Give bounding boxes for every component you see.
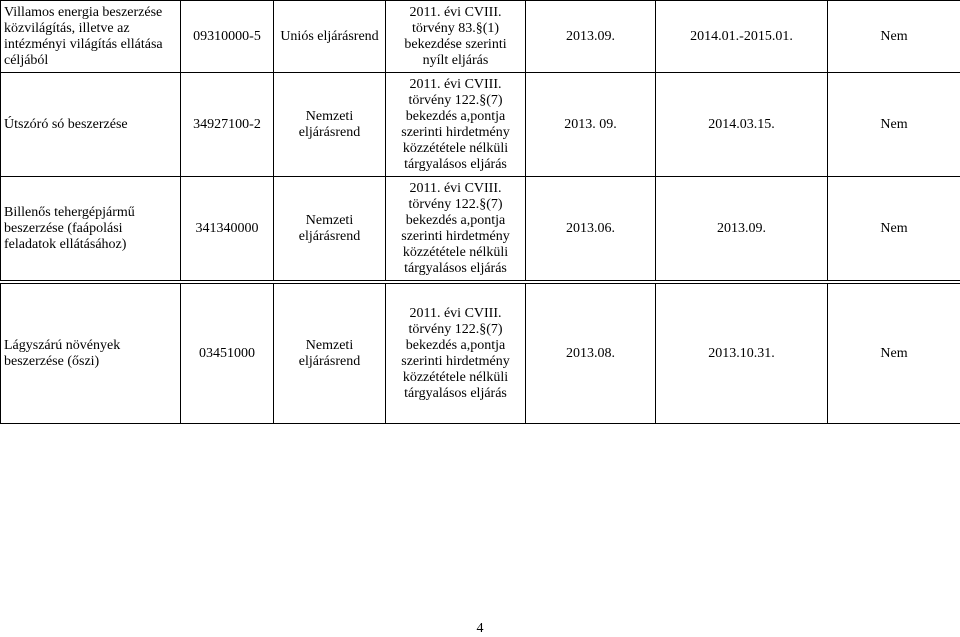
- subject-line: Útszóró só beszerzése: [4, 116, 128, 132]
- cpv-code: 09310000-5: [181, 1, 274, 73]
- subject-cell: [1, 73, 181, 177]
- period: 2014.03.15.: [656, 73, 828, 177]
- flag: Nem: [828, 284, 960, 424]
- procedure-type-line: eljárásrend: [298, 124, 361, 140]
- procedure-type: [274, 284, 386, 424]
- cpv-code: 34927100-2: [181, 73, 274, 177]
- legal-basis-line: 2011. évi CVIII.: [409, 4, 502, 20]
- table-row: [1, 284, 960, 424]
- legal-basis-line: törvény 122.§(7): [408, 196, 503, 212]
- legal-basis-line: 2011. évi CVIII.: [409, 76, 502, 92]
- legal-basis-line: törvény 122.§(7): [408, 321, 503, 337]
- legal-basis-line: közzététele nélküli: [402, 369, 509, 385]
- start-date: 2013.06.: [526, 177, 656, 281]
- legal-basis-line: tárgyalásos eljárás: [404, 260, 507, 276]
- legal-basis-line: nyílt eljárás: [422, 52, 489, 68]
- legal-basis-line: bekezdése szerinti: [404, 36, 507, 52]
- legal-basis-line: tárgyalásos eljárás: [404, 385, 507, 401]
- legal-basis-line: tárgyalásos eljárás: [404, 156, 507, 172]
- period: 2014.01.-2015.01.: [656, 1, 828, 73]
- subject-line: Billenős tehergépjármű: [4, 204, 135, 220]
- subject-cell: [1, 1, 181, 73]
- legal-basis-line: közzététele nélküli: [402, 140, 509, 156]
- procedure-type-line: Uniós eljárásrend: [280, 28, 379, 44]
- legal-basis-line: közzététele nélküli: [402, 244, 509, 260]
- subject-line: Lágyszárú növények: [4, 337, 121, 353]
- start-date: 2013. 09.: [526, 73, 656, 177]
- subject-cell: [1, 284, 181, 424]
- legal-basis-line: szerinti hirdetmény: [401, 353, 510, 369]
- period: 2013.09.: [656, 177, 828, 281]
- flag: Nem: [828, 177, 960, 281]
- procurement-plan-table-continued: [0, 283, 960, 424]
- period: 2013.10.31.: [656, 284, 828, 424]
- cpv-code: 03451000: [181, 284, 274, 424]
- flag: Nem: [828, 73, 960, 177]
- procedure-type-line: eljárásrend: [298, 353, 361, 369]
- legal-basis-line: bekezdés a,pontja: [405, 337, 506, 353]
- procurement-plan-table: [0, 0, 960, 281]
- page-number: 4: [476, 621, 484, 636]
- legal-basis: [386, 73, 526, 177]
- legal-basis-line: bekezdés a,pontja: [405, 212, 506, 228]
- subject-line: beszerzése (faápolási: [4, 220, 123, 236]
- flag: Nem: [828, 1, 960, 73]
- subject-cell: [1, 177, 181, 281]
- subject-line: feladatok ellátásához): [4, 236, 127, 252]
- procedure-type-line: Nemzeti: [305, 108, 354, 124]
- subject-line: közvilágítás, illetve az: [4, 20, 130, 36]
- legal-basis-line: szerinti hirdetmény: [401, 124, 510, 140]
- legal-basis: [386, 1, 526, 73]
- cpv-code: 341340000: [181, 177, 274, 281]
- procedure-type-line: Nemzeti: [305, 212, 354, 228]
- subject-line: intézményi világítás ellátása: [4, 36, 163, 52]
- procedure-type-line: Nemzeti: [305, 337, 354, 353]
- table-row: [1, 73, 960, 177]
- procedure-type: [274, 1, 386, 73]
- legal-basis-line: 2011. évi CVIII.: [409, 305, 502, 321]
- legal-basis: [386, 177, 526, 281]
- subject-line: céljából: [4, 52, 49, 68]
- subject-line: Villamos energia beszerzése: [4, 4, 163, 20]
- legal-basis-line: bekezdés a,pontja: [405, 108, 506, 124]
- legal-basis-line: törvény 83.§(1): [411, 20, 500, 36]
- legal-basis-line: törvény 122.§(7): [408, 92, 503, 108]
- subject-line: beszerzése (őszi): [4, 353, 100, 369]
- procedure-type-line: eljárásrend: [298, 228, 361, 244]
- legal-basis-line: 2011. évi CVIII.: [409, 180, 502, 196]
- table-row: [1, 177, 960, 281]
- procedure-type: [274, 177, 386, 281]
- table-row: [1, 1, 960, 73]
- legal-basis-line: szerinti hirdetmény: [401, 228, 510, 244]
- legal-basis: [386, 284, 526, 424]
- procedure-type: [274, 73, 386, 177]
- start-date: 2013.08.: [526, 284, 656, 424]
- start-date: 2013.09.: [526, 1, 656, 73]
